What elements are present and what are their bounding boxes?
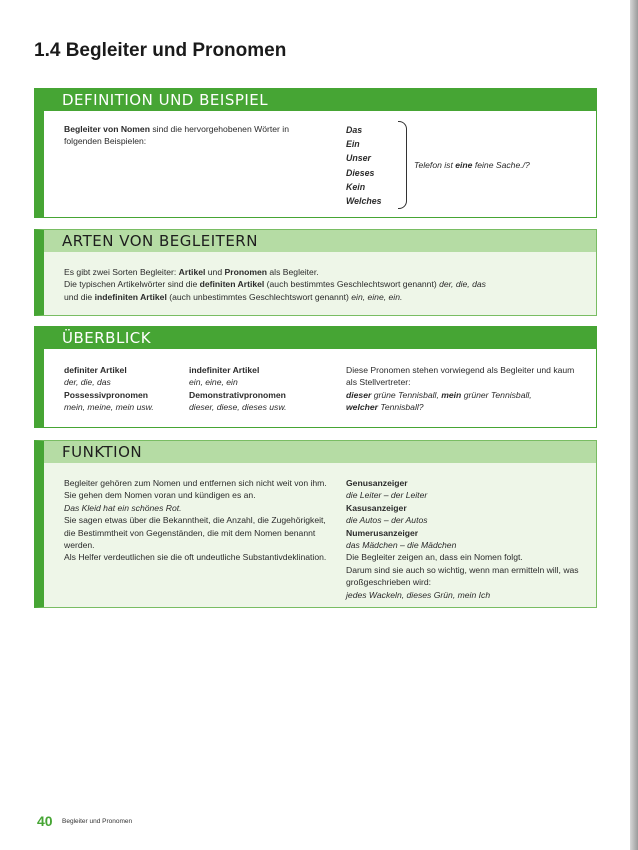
- arten-line-3: [64, 291, 594, 303]
- definition-word: Kein: [346, 181, 366, 192]
- text-run: und: [205, 267, 225, 277]
- numerus-label: Numerusanzeiger: [346, 527, 419, 538]
- ueberblick-heading: ÜBERBLICK: [44, 327, 596, 349]
- text-run: (auch bestimmtes Geschlechtswort genannt): [264, 279, 440, 290]
- definition-word: Dieses: [346, 167, 375, 178]
- definition-word: Ein: [346, 139, 360, 150]
- possessive-label: Possessivpronomen: [64, 389, 149, 400]
- definition-heading: DEFINITION UND BEISPIEL: [44, 89, 596, 111]
- arten-heading: ARTEN VON BEGLEITERN: [44, 230, 596, 252]
- genus-label: Genusanzeiger: [346, 478, 408, 488]
- indefinite-article-examples: ein, eine, ein: [189, 377, 238, 388]
- ueberblick-box: [34, 326, 597, 428]
- text-run: Pronomen: [224, 267, 268, 277]
- text-run: und die: [64, 291, 95, 302]
- ueberblick-note: Diese Pronomen stehen vorwiegend als Begleiter und kaum als Stellvertreter:: [346, 365, 575, 388]
- text-run: dieser: [346, 389, 372, 400]
- text-run: Artikel: [178, 267, 206, 277]
- text-run: Die typischen Artikelwörter sind die: [64, 279, 200, 290]
- demonstrative-examples: dieser, diese, dieses usw.: [189, 402, 287, 413]
- ueberblick-column-1: [64, 364, 204, 414]
- curly-brace: [398, 121, 407, 209]
- page-edge-shadow: [630, 0, 638, 850]
- definition-phrase: [414, 159, 604, 171]
- page-number: 40: [37, 813, 53, 829]
- text-run: definiten Artikel: [199, 279, 265, 290]
- definition-box: [34, 88, 597, 218]
- funktion-box: [34, 440, 597, 608]
- funktion-right-column: [346, 477, 596, 601]
- definition-intro-bold: Begleiter von Nomen: [64, 124, 150, 134]
- ueberblick-example: [346, 389, 586, 414]
- text-run: Es gibt zwei Sorten Begleiter:: [64, 267, 179, 277]
- funktion-paragraph: Die Begleiter zeigen an, dass ein Nomen folgt.: [346, 552, 523, 563]
- funktion-example: jedes Wackeln, dieses Grün, mein Ich: [346, 589, 491, 600]
- chapter-title: 1.4 Begleiter und Pronomen: [34, 40, 287, 61]
- numerus-example: das Mädchen – die Mädchen: [346, 540, 457, 551]
- text-run: welcher: [346, 402, 379, 413]
- definition-intro-rest: sind die hervorgehobenen Wörter in folgenden Beispielen:: [64, 124, 289, 147]
- kasus-example: die Autos – der Autos: [346, 515, 428, 526]
- funktion-paragraph: Darum sind sie auch so wichtig, wenn man ermitteln will, was großgeschrieben wird:: [346, 564, 579, 588]
- definition-phrase-before: Telefon ist: [414, 160, 456, 170]
- kasus-label: Kasusanzeiger: [346, 502, 407, 513]
- arten-box: [34, 229, 597, 316]
- funktion-paragraph: Sie sagen etwas über die Bekanntheit, die Anzahl, die Zugehörigkeit, die Bestimmtheit von Gegenständen, die mit dem Nomen benannt werden.: [64, 515, 326, 551]
- text-run: ein, eine, ein.: [351, 291, 403, 302]
- definite-article-label: definiter Artikel: [64, 365, 127, 375]
- possessive-examples: mein, meine, mein usw.: [64, 402, 154, 413]
- ueberblick-column-2: [189, 364, 339, 414]
- ueberblick-column-3: [346, 364, 586, 414]
- funktion-example: Das Kleid hat ein schönes Rot.: [64, 502, 182, 513]
- genus-example: die Leiter – der Leiter: [346, 490, 428, 501]
- running-title: Begleiter und Pronomen: [62, 818, 133, 825]
- demonstrative-label: Demonstrativpronomen: [189, 389, 286, 400]
- text-run: Tennisball?: [378, 402, 424, 413]
- text-run: indefiniten Artikel: [94, 291, 167, 302]
- arten-line-1: [64, 266, 594, 278]
- indefinite-article-label: indefiniter Artikel: [189, 365, 260, 375]
- definition-phrase-after: feine Sache./?: [472, 160, 530, 170]
- definite-article-examples: der, die, das: [64, 377, 111, 388]
- text-run: als Begleiter.: [267, 267, 319, 277]
- text-run: (auch unbestimmtes Geschlechtswort genannt): [166, 291, 352, 302]
- definition-word: Welches: [346, 196, 382, 207]
- funktion-left-column: [64, 477, 334, 564]
- definition-intro: [64, 123, 304, 148]
- funktion-paragraph: Als Helfer verdeutlichen sie die oft undeutliche Substantivdeklination.: [64, 552, 327, 563]
- arten-line-2: [64, 278, 594, 290]
- text-run: grüne Tennisball,: [371, 389, 442, 400]
- definition-word-list: [346, 123, 406, 208]
- definition-word: Unser: [346, 153, 371, 164]
- arten-text: [64, 266, 594, 303]
- funktion-heading: FUNKTION: [44, 441, 596, 463]
- text-run: der, die, das: [439, 279, 486, 290]
- definition-phrase-bold: eine: [455, 160, 473, 170]
- text-run: mein: [441, 389, 462, 400]
- definition-word: Das: [346, 125, 363, 135]
- text-run: grüner Tennisball,: [461, 389, 532, 400]
- funktion-paragraph: Begleiter gehören zum Nomen und entfernen sich nicht weit von ihm. Sie gehen dem Nomen voran und kündigen es an.: [64, 478, 327, 501]
